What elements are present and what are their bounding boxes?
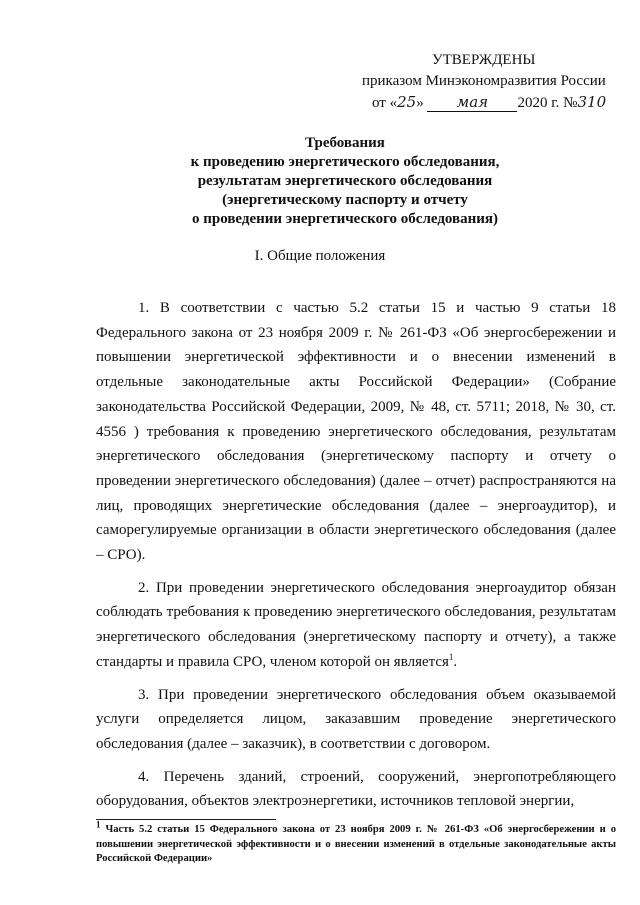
section-heading: I. Общие положения <box>254 248 386 264</box>
handwritten-number: 310 <box>577 93 607 111</box>
footnote-text: Часть 5.2 статьи 15 Федерального закона от 23 ноября 2009 г. № 261-ФЗ «Об энергосбережении и о повышении энергетической эффективности и о внесении изменений в отдельные законодательные акты Российской Федерации» <box>96 824 616 864</box>
document-title <box>150 134 540 229</box>
document-body <box>96 296 616 814</box>
footnote-ref: 1 <box>448 651 454 662</box>
paragraph-2-end: . <box>453 653 458 670</box>
paragraph-4: 4. Перечень зданий, строений, сооружений, энергопотребляющего оборудования, объектов электроэнергетики, источников тепловой энергии, <box>96 768 616 810</box>
footnote-mark: 1 <box>96 819 101 830</box>
handwritten-day: 25 <box>397 93 417 111</box>
title-line: результатам энергетического обследования <box>197 173 493 189</box>
title-line: Требования <box>305 135 385 151</box>
footnote-divider <box>96 819 276 820</box>
date-mid: » <box>416 95 424 111</box>
paragraph-1: 1. В соответствии с частью 5.2 статьи 15 и частью 9 статьи 18 Федерального закона от 23 ноября 2009 г. № 261-ФЗ «Об энергосбережении и повышении энергетической эффективности и о внесении изменений в отдельные законодательные акты Российской Федерации» (Собрание законодательства Российской Федерации, 2009, № 48, ст. 5711; 2018, № 30, ст. 4556 ) требования к проведению энергетического обследования, результатам энергетического обследования (энергетическому паспорту и отчету о проведении энергетического обследования) (далее – отчет) распространяются на лиц, проводящих энергетические обследования (далее – энергоаудитор), и саморегулируемые организации в области энергетического обследования (далее – СРО). <box>96 300 616 564</box>
year-text: 2020 г. № <box>517 95 578 111</box>
order-date-line <box>372 92 606 114</box>
paragraph-2 <box>96 576 616 675</box>
paragraph-2-text: 2. При проведении энергетического обследования энергоаудитор обязан соблюдать требования к проведению энергетического обследования, результатам энергетического обследования (энергетическому паспорту и отчету), а также стандарты и правила СРО, членом которой он является <box>96 579 616 670</box>
approved-heading: УТВЕРЖДЕНЫ <box>432 52 536 68</box>
order-line: приказом Минэкономразвития России <box>362 73 606 89</box>
title-line: о проведении энергетического обследования) <box>191 211 499 227</box>
handwritten-month: мая <box>427 94 517 112</box>
title-line: к проведению энергетического обследования, <box>190 154 500 170</box>
footnote <box>96 819 616 867</box>
title-line: (энергетическому паспорту и отчету <box>222 192 468 208</box>
date-prefix: от « <box>372 95 398 111</box>
paragraph-3: 3. При проведении энергетического обследования объем оказываемой услуги определяется лицом, заказавшим проведение энергетического обследования (далее – заказчик), в соответствии с договором. <box>96 686 616 752</box>
